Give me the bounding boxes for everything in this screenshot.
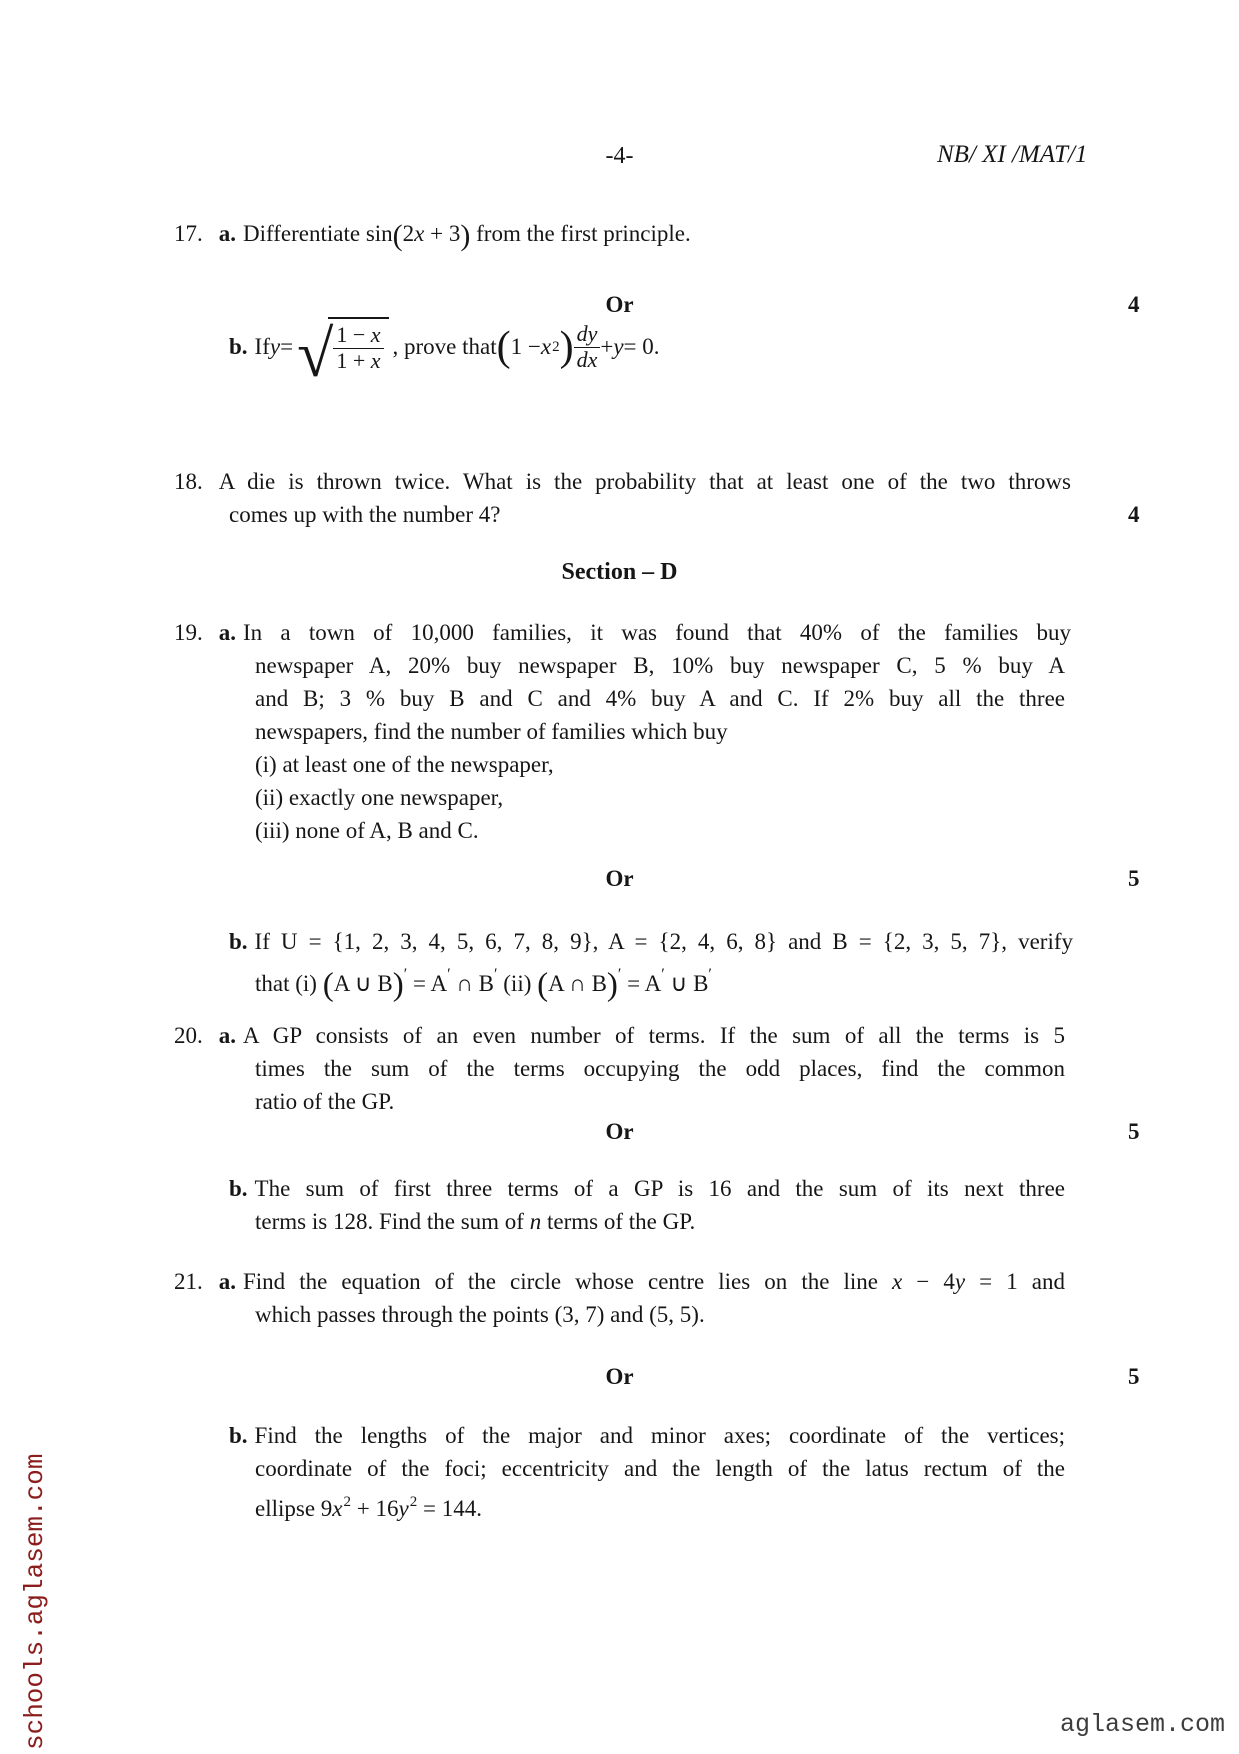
set-expr: ∪ B	[664, 971, 709, 996]
paren-open: (	[392, 219, 403, 252]
question-number: 17.	[174, 221, 203, 246]
question-text: Find the lengths of the major and minor axes; coordinate of the vertices;	[254, 1423, 1065, 1448]
option-label: b.	[229, 1176, 248, 1201]
set-expr: A ∩ B	[548, 971, 607, 996]
item-ii: (ii)	[503, 971, 538, 996]
prime-mark: ′	[708, 966, 712, 983]
text: that	[255, 971, 296, 996]
option-label: a.	[218, 221, 236, 246]
paren-open: (	[322, 967, 334, 1003]
math-term: − 4	[902, 1269, 955, 1294]
question-number: 20.	[174, 1023, 203, 1048]
math-coeff: 9	[320, 1496, 333, 1521]
fraction-numerator: dy	[576, 320, 598, 346]
math-var-x: x	[414, 221, 425, 246]
question-19a-line3: and B; 3 % buy B and C and 4% buy A and C. If 2% buy all the three	[255, 686, 1065, 711]
question-21a-line1	[174, 1265, 1065, 1298]
math-coeff: 2	[402, 221, 415, 246]
superscript-2: 2	[343, 1494, 352, 1510]
section-title: Section – D	[561, 559, 678, 585]
item-i: (i)	[295, 971, 323, 996]
den-text: 1 +	[336, 347, 371, 373]
prime-mark: ′	[447, 966, 451, 983]
question-text: from the first principle.	[470, 221, 691, 246]
math-var-x: x	[370, 322, 381, 347]
paren-close: )	[606, 967, 618, 1003]
option-label: b.	[229, 1423, 248, 1448]
question-text: terms of the GP.	[541, 1209, 696, 1234]
question-number: 19.	[174, 620, 203, 645]
prime-mark: ′	[494, 966, 498, 983]
watermark-schools-aglasem: schools.aglasem.com	[20, 1453, 50, 1750]
option-label: a.	[218, 1023, 236, 1048]
fraction-dy-dx	[574, 322, 601, 372]
or-separator-17: Or	[605, 292, 634, 317]
math-var-x: x	[370, 347, 381, 373]
prime-mark: ′	[403, 966, 408, 983]
question-21b-line1	[229, 1419, 1065, 1452]
question-19a-line1	[174, 616, 1071, 649]
or-separator-21: Or	[605, 1364, 634, 1389]
question-text: and	[1017, 1269, 1065, 1294]
radicand	[328, 317, 388, 373]
question-20b-line1	[229, 1172, 1065, 1205]
option-label: a.	[218, 1269, 236, 1294]
option-label: a.	[218, 620, 236, 645]
marks-17: 4	[1128, 292, 1140, 317]
question-text: A die is thrown twice. What is the probability that at least one of the two throws	[218, 469, 1071, 494]
marks-21: 5	[1128, 1364, 1140, 1389]
or-separator-20: Or	[605, 1119, 634, 1144]
question-19a-item-iii: (iii) none of A, B and C.	[255, 818, 479, 843]
set-expr: = A	[407, 971, 448, 996]
paren-open: (	[537, 967, 549, 1003]
equals-zero: = 0.	[623, 334, 660, 359]
set-expr: = A	[621, 971, 662, 996]
math-var-n: n	[529, 1209, 542, 1234]
question-text: Differentiate	[243, 221, 366, 246]
math-term: + 3	[424, 221, 461, 246]
question-21b-line3	[255, 1486, 482, 1525]
question-text: A GP consists of an even number of terms. If the sum of all the terms is 5	[243, 1023, 1065, 1048]
question-20a-line1	[174, 1019, 1065, 1052]
superscript-2: 2	[409, 1494, 418, 1510]
fraction-numerator	[333, 323, 383, 348]
radical-glyph: √	[297, 318, 334, 391]
prime-mark: ′	[661, 966, 665, 983]
question-text: terms is 128. Find the sum of	[255, 1209, 530, 1234]
square-root	[297, 317, 388, 391]
question-text: ellipse	[255, 1496, 321, 1521]
paren-close: )	[392, 967, 404, 1003]
fraction-1mx-over-1px	[333, 323, 383, 373]
question-18-line2: comes up with the number 4?	[229, 502, 501, 527]
question-19b-line1	[229, 925, 1073, 958]
math-var-y: y	[613, 334, 624, 359]
num-text: 1 −	[336, 322, 371, 347]
math-var-y: y	[398, 1496, 409, 1521]
fraction-denominator	[333, 348, 383, 374]
math-var-x: x	[540, 334, 552, 359]
option-label: b.	[229, 334, 248, 359]
question-number: 18.	[174, 469, 203, 494]
math-sin: sin	[365, 221, 393, 246]
math-var-y: y	[269, 334, 281, 359]
question-19a-item-i: (i) at least one of the newspaper,	[255, 752, 554, 777]
question-21a-line2: which passes through the points (3, 7) and (5, 5).	[255, 1302, 705, 1327]
question-text: The sum of first three terms of a GP is 16 and the sum of its next three	[254, 1176, 1065, 1201]
option-label: b.	[229, 929, 248, 954]
question-17b: b. If y = √ $\frac{1 - x}{1 + x}$ , prove that ( 1 − x 2 ) $\frac{dy}{dx}$ + y = 0.	[229, 318, 660, 391]
math-var-x: x	[332, 1496, 343, 1521]
plus-sign: +	[600, 334, 614, 359]
fraction-denominator: dx	[574, 347, 601, 373]
prime-mark: ′	[617, 966, 622, 983]
question-number: 21.	[174, 1269, 203, 1294]
question-text: In a town of 10,000 families, it was found that 40% of the families buy	[243, 620, 1071, 645]
math-var-x: x	[892, 1269, 903, 1294]
question-19b-line2	[255, 958, 712, 1003]
formula-mid: , prove that	[392, 334, 497, 359]
question-21b-line2: coordinate of the foci; eccentricity and the length of the latus rectum of the	[255, 1456, 1065, 1481]
formula-lead: If	[254, 334, 270, 359]
math-term: 1 −	[510, 334, 541, 359]
set-expr: A ∪ B	[333, 971, 393, 996]
marks-20: 5	[1128, 1119, 1140, 1144]
math-term: + 16	[351, 1496, 399, 1521]
question-text: If U = {1, 2, 3, 4, 5, 6, 7, 8, 9}, A = {2, 4, 6, 8} and B = {2, 3, 5, 7}, verify	[254, 929, 1073, 954]
or-separator-19: Or	[605, 866, 634, 891]
math-var-y: y	[954, 1269, 966, 1294]
question-19a-item-ii: (ii) exactly one newspaper,	[255, 785, 504, 810]
question-17a	[174, 217, 691, 250]
paper-code: NB/ XI /MAT/1	[937, 141, 1088, 168]
question-19a-line4: newspapers, find the number of families which buy	[255, 719, 728, 744]
marks-19: 5	[1128, 866, 1140, 891]
set-expr: ∩ B	[450, 971, 495, 996]
page-number: -4-	[605, 143, 634, 169]
footer-aglasem: aglasem.com	[1059, 1710, 1225, 1739]
equals-sign: =	[280, 334, 294, 359]
question-20a-line2: times the sum of the terms occupying the odd places, find the common	[255, 1056, 1065, 1081]
paren-close: )	[460, 219, 471, 252]
math-term: = 1	[965, 1269, 1018, 1294]
question-20b-line2	[255, 1205, 695, 1238]
question-text: Find the equation of the circle whose centre lies on the line	[243, 1269, 893, 1294]
question-20a-line3: ratio of the GP.	[255, 1089, 395, 1114]
marks-18: 4	[1128, 502, 1140, 527]
question-18-line1	[174, 465, 1071, 498]
math-term: = 144.	[417, 1496, 482, 1521]
question-19a-line2: newspaper A, 20% buy newspaper B, 10% buy newspaper C, 5 % buy A	[255, 653, 1065, 678]
superscript-2: 2	[552, 338, 560, 355]
